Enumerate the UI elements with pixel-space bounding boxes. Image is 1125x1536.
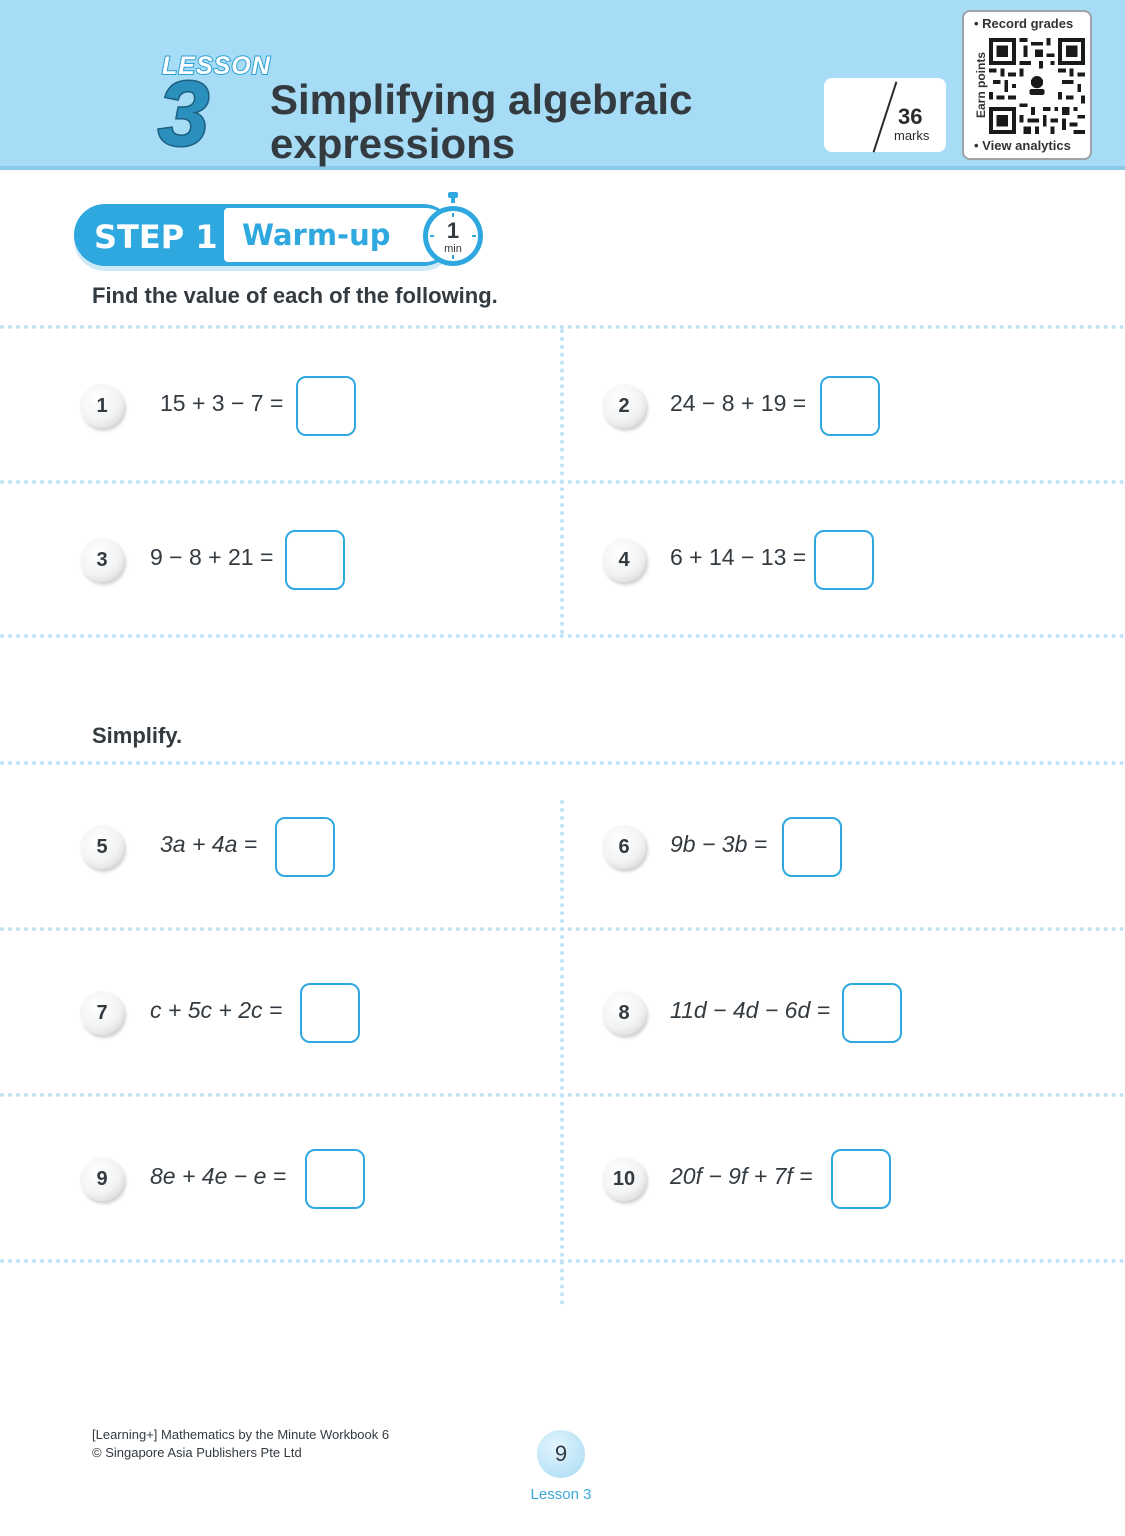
step-inner (224, 208, 452, 262)
answer-box[interactable] (275, 817, 335, 877)
question-expression: 6 + 14 − 13 = (670, 544, 807, 570)
section2-instruction: Simplify. (92, 723, 183, 748)
qr-card[interactable] (962, 10, 1092, 160)
answer-box[interactable] (831, 1149, 891, 1209)
marks-label: marks (894, 128, 930, 143)
page-lesson-label: Lesson 3 (530, 1486, 592, 1503)
question-number: 5 (80, 825, 124, 869)
timer-value: 1 (446, 218, 460, 243)
lesson-title-line1: Simplifying algebraic (270, 76, 693, 123)
question-expression: c + 5c + 2c = (150, 997, 283, 1023)
lesson-number: 3 (158, 63, 210, 165)
marks-box[interactable] (824, 78, 946, 152)
question-number: 2 (602, 384, 646, 428)
qr-record-grades: • Record grades (974, 16, 1074, 31)
divider (0, 634, 1125, 638)
answer-box[interactable] (814, 530, 874, 590)
question-number: 6 (602, 825, 646, 869)
step-name: Warm-up (242, 218, 391, 252)
column-divider (560, 800, 564, 1305)
step-pill (74, 204, 454, 266)
question-expression: 15 + 3 − 7 = (160, 390, 284, 416)
question-number: 1 (80, 384, 124, 428)
answer-box[interactable] (842, 983, 902, 1043)
page-number: 9 (537, 1430, 585, 1478)
answer-box[interactable] (782, 817, 842, 877)
section1-instruction: Find the value of each of the following. (92, 283, 498, 308)
step-label: STEP 1 (94, 218, 218, 256)
answer-box[interactable] (820, 376, 880, 436)
step-banner (74, 204, 484, 270)
question-expression: 11d − 4d − 6d = (670, 997, 831, 1023)
lesson-word: LESSON (162, 52, 271, 80)
stopwatch-icon (420, 192, 486, 270)
footer-credits (92, 1426, 389, 1462)
question-expression: 9 − 8 + 21 = (150, 544, 274, 570)
answer-box[interactable] (300, 983, 360, 1043)
question-expression: 8e + 4e − e = (150, 1163, 287, 1189)
qr-code-icon[interactable] (988, 38, 1086, 134)
question-number: 3 (80, 538, 124, 582)
question-number: 9 (80, 1157, 124, 1201)
answer-box[interactable] (285, 530, 345, 590)
lesson-title (270, 78, 692, 166)
question-number: 10 (602, 1157, 646, 1201)
question-number: 7 (80, 991, 124, 1035)
answer-box[interactable] (305, 1149, 365, 1209)
qr-earn-points: Earn points (974, 52, 988, 119)
question-expression: 20f − 9f + 7f = (670, 1163, 813, 1189)
divider (0, 761, 1125, 765)
marks-total: 36 (898, 104, 923, 129)
footer-book-title: [Learning+] Mathematics by the Minute Workbook 6 (92, 1427, 390, 1442)
answer-box[interactable] (296, 376, 356, 436)
question-expression: 24 − 8 + 19 = (670, 390, 807, 416)
qr-view-analytics: • View analytics (974, 138, 1071, 153)
question-expression: 9b − 3b = (670, 831, 768, 857)
question-number: 4 (602, 538, 646, 582)
column-divider (560, 329, 564, 634)
footer-copyright: © Singapore Asia Publishers Pte Ltd (92, 1445, 302, 1460)
lesson-title-line2: expressions (270, 120, 516, 167)
question-number: 8 (602, 991, 646, 1035)
question-expression: 3a + 4a = (160, 831, 258, 857)
timer-unit: min (444, 243, 462, 255)
lesson-header (0, 0, 1125, 170)
